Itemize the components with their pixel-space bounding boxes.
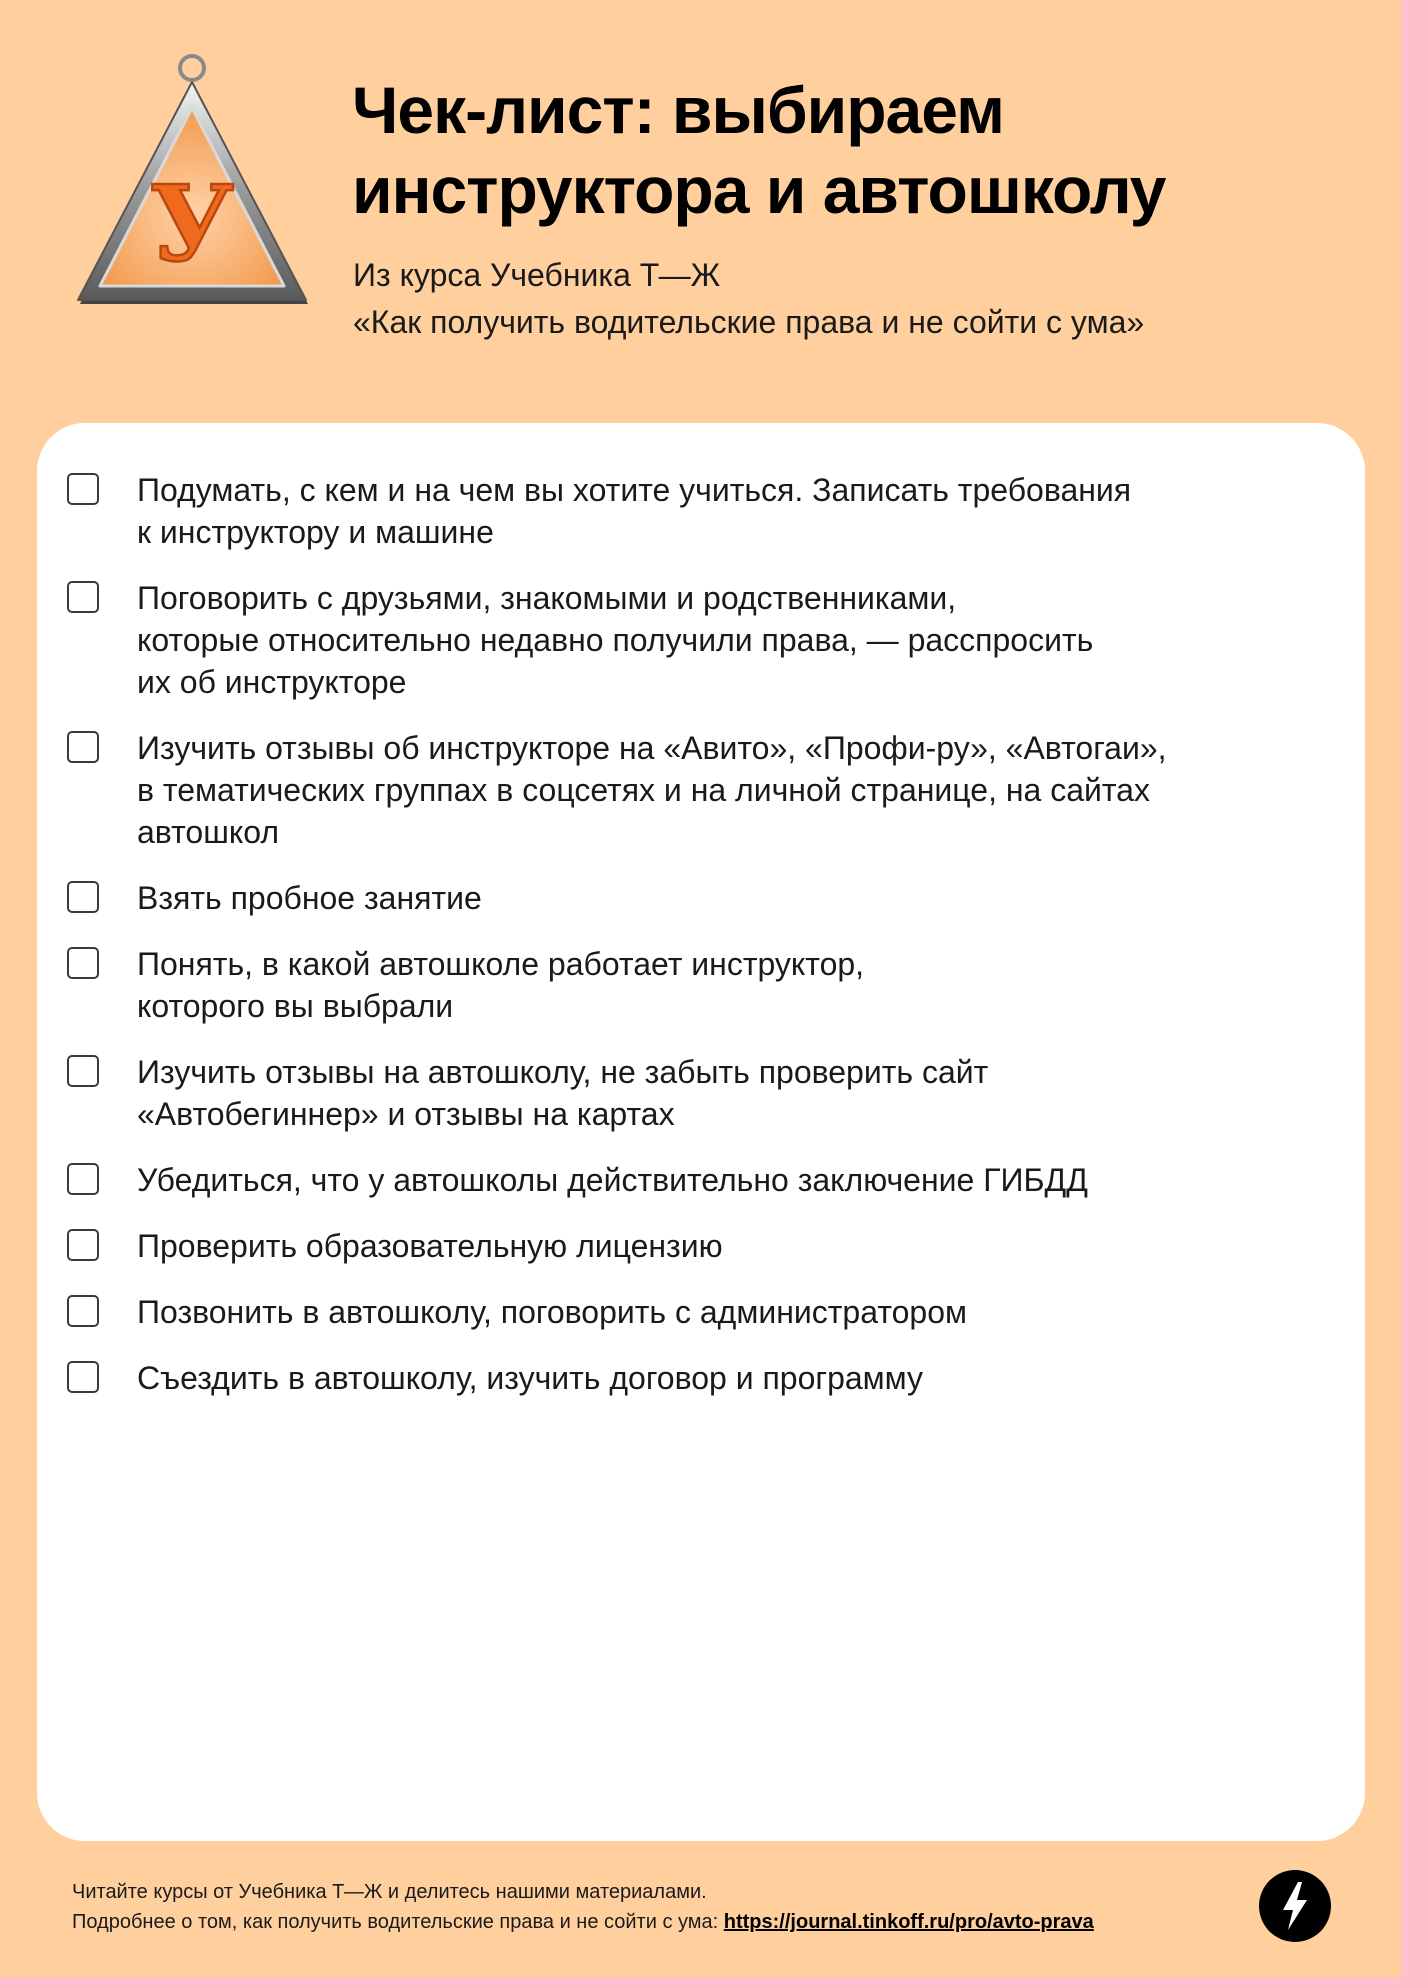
subtitle-line: Из курса Учебника Т—Ж [353,257,721,293]
checkbox[interactable] [67,1055,99,1087]
checklist-item-text [137,469,1347,553]
checklist-item-line: автошкол [137,814,279,850]
checklist-item [67,1051,1347,1135]
checklist-item [67,1291,1347,1333]
checklist-item [67,577,1347,703]
checklist-item-line: «Автобегиннер» и отзывы на картах [137,1096,675,1132]
lightning-bolt-icon [1259,1870,1331,1942]
checklist-item [67,1159,1347,1201]
checklist-item-line: Изучить отзывы на автошколу, не забыть проверить сайт [137,1054,989,1090]
checkbox[interactable] [67,881,99,913]
page-subtitle [353,252,1353,346]
checklist-item [67,943,1347,1027]
checklist-item-line: в тематических группах в соцсетях и на личной странице, на сайтах [137,772,1150,808]
page-title [352,70,1352,230]
checklist-item-line: Убедиться, что у автошколы действительно заключение ГИБДД [137,1162,1088,1198]
checklist-item [67,1357,1347,1399]
footer [72,1877,1222,1937]
checkbox[interactable] [67,1229,99,1261]
footer-link-prefix: Подробнее о том, как получить водительские права и не сойти с ума: [72,1911,724,1933]
checklist-item-line: которого вы выбрали [137,988,454,1024]
checklist-item [67,877,1347,919]
checklist-item [67,727,1347,853]
footer-text: Читайте курсы от Учебника Т—Ж и делитесь нашими материалами. [72,1881,707,1903]
checklist-item-text [137,577,1347,703]
checklist-item-line: их об инструкторе [137,664,407,700]
checklist-item-line: Позвонить в автошколу, поговорить с администратором [137,1294,967,1330]
badge-letter: У [149,162,235,285]
checklist-item [67,1225,1347,1267]
checkbox[interactable] [67,1163,99,1195]
checklist-item [67,469,1347,553]
tj-logo-button[interactable] [1259,1870,1331,1942]
footer-text-with-link [72,1907,1222,1937]
checklist-item-line: Поговорить с друзьями, знакомыми и родственниками, [137,580,957,616]
checklist-item-line: Изучить отзывы об инструкторе на «Авито», «Профи-ру», «Автогаи», [137,730,1167,766]
checklist-card [37,423,1365,1841]
checklist-item-text [137,1225,1347,1267]
subtitle-line: «Как получить водительские права и не сойти с ума» [353,304,1145,340]
title-line: инструктора и автошколу [352,153,1166,227]
checklist-item-line: Подумать, с кем и на чем вы хотите учиться. Записать требования [137,472,1132,508]
checkbox[interactable] [67,581,99,613]
title-line: Чек-лист: выбираем [352,73,1004,147]
course-link[interactable]: https://journal.tinkoff.ru/pro/avto-prava [723,1911,1094,1933]
checklist-item-text [137,1291,1347,1333]
driving-school-badge-icon [44,50,316,322]
checkbox[interactable] [67,731,99,763]
checklist-item-text [137,1159,1347,1201]
checkbox[interactable] [67,473,99,505]
checklist-item-text [137,877,1347,919]
checklist-item-line: Проверить образовательную лицензию [137,1228,723,1264]
checklist-item-line: Понять, в какой автошколе работает инструктор, [137,946,865,982]
checklist-item-text [137,727,1347,853]
checklist-item-line: Взять пробное занятие [137,880,482,916]
checklist-item-text [137,943,1347,1027]
checklist-item-line: которые относительно недавно получили права, — расспросить [137,622,1094,658]
checklist-item-line: Съездить в автошколу, изучить договор и программу [137,1360,924,1396]
checklist-item-text [137,1051,1347,1135]
checklist-item-line: к инструктору и машине [137,514,494,550]
checkbox[interactable] [67,947,99,979]
checklist-item-text [137,1357,1347,1399]
checkbox[interactable] [67,1295,99,1327]
checklist [67,469,1347,1423]
header [0,0,1401,420]
checkbox[interactable] [67,1361,99,1393]
